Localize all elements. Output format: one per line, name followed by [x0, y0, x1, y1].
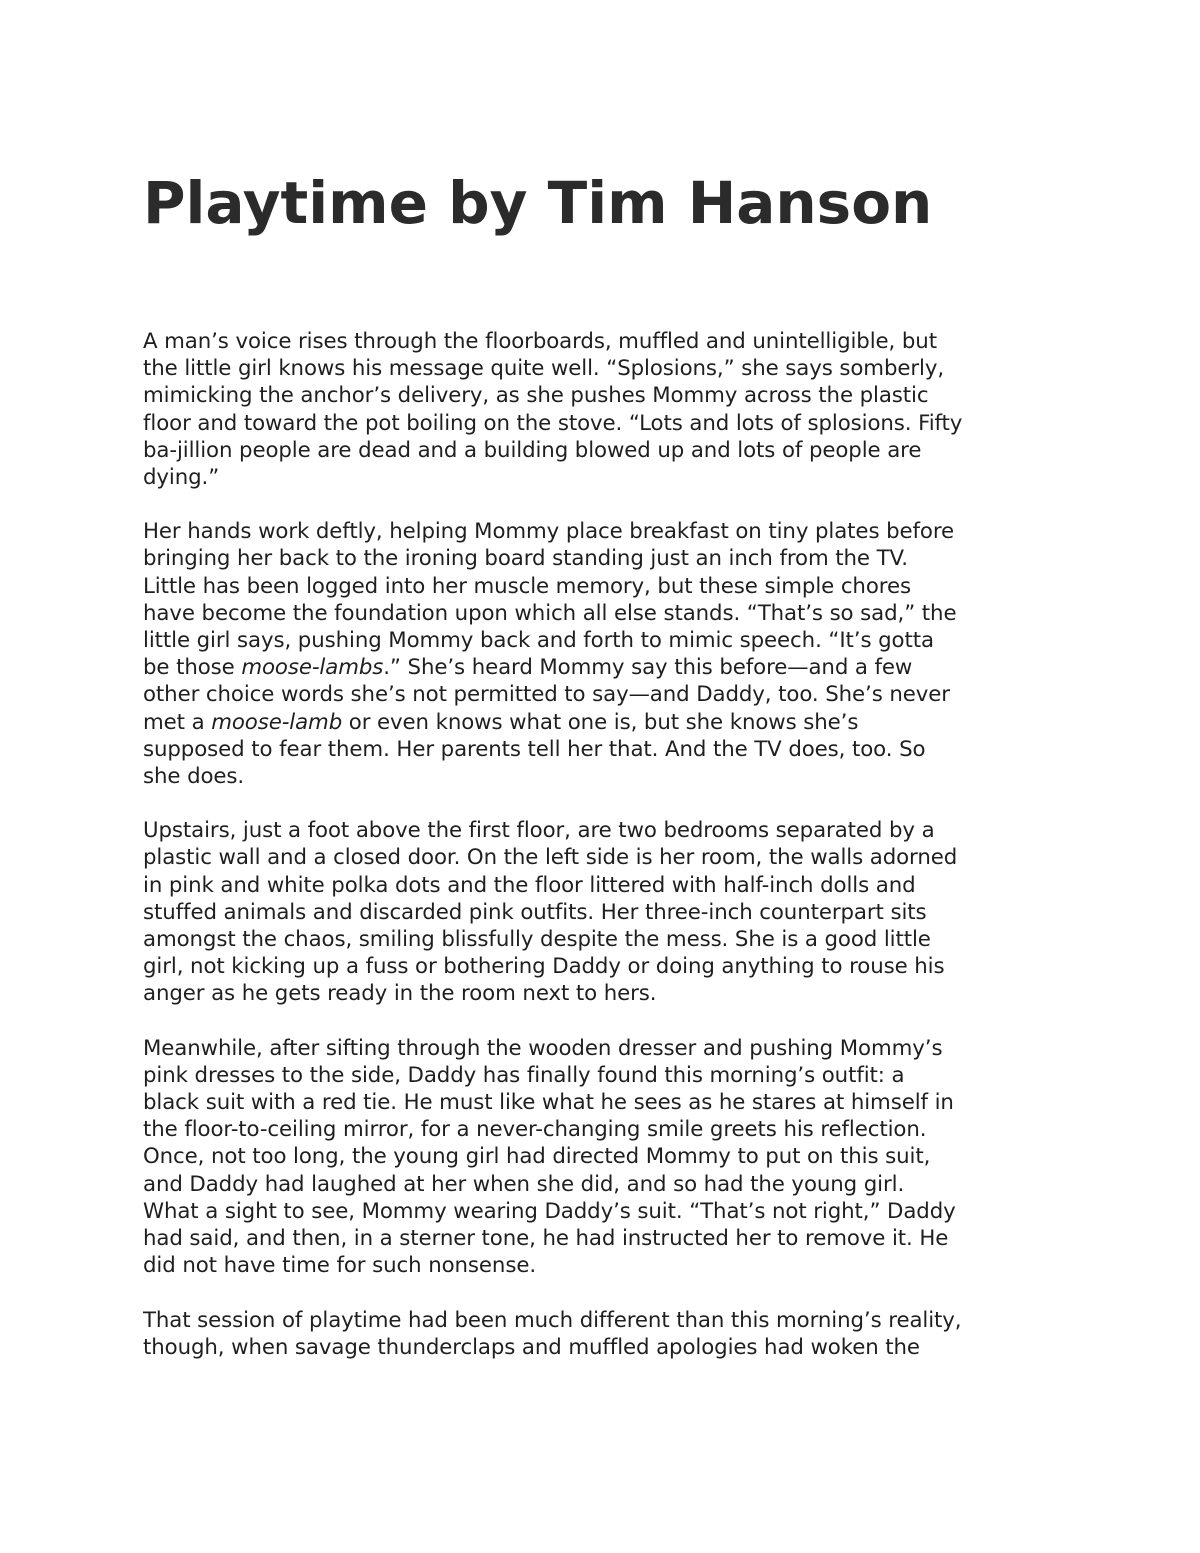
- paragraph-line: plastic wall and a closed door. On the left side is her room, the walls adorned: [143, 845, 958, 871]
- paragraph-line: bringing her back to the ironing board standing just an inch from the TV.: [143, 546, 908, 572]
- paragraph-line: [143, 654, 1068, 681]
- line-text: be those: [143, 655, 242, 681]
- paragraph-line: have become the foundation upon which all else stands. “That’s so sad,” the: [143, 600, 957, 626]
- line-text: or even knows what one is, but she knows she’s: [342, 709, 859, 735]
- paragraph-line: Upstairs, just a foot above the first floor, are two bedrooms separated by a: [143, 818, 935, 844]
- paragraph: [143, 328, 1068, 491]
- paragraph-line: did not have time for such nonsense.: [143, 1253, 536, 1279]
- paragraph-line: black suit with a red tie. He must like what he sees as he stares at himself in: [143, 1090, 954, 1116]
- paragraph: [143, 1307, 1068, 1361]
- paragraph-line: supposed to fear them. Her parents tell her that. And the TV does, too. So: [143, 736, 926, 762]
- document-body: [143, 328, 1068, 1388]
- paragraph: [143, 817, 1068, 1007]
- paragraph-line: floor and toward the pot boiling on the stove. “Lots and lots of splosions. Fifty: [143, 410, 963, 436]
- paragraph-line: and Daddy had laughed at her when she did, and so had the young girl.: [143, 1171, 905, 1197]
- paragraph-line: mimicking the anchor’s delivery, as she pushes Mommy across the plastic: [143, 383, 929, 409]
- paragraph-line: ba-jillion people are dead and a building blowed up and lots of people are: [143, 437, 922, 463]
- line-text: met a: [143, 709, 212, 735]
- line-text: .” She’s heard Mommy say this before—and a few: [383, 655, 913, 681]
- paragraph-line: Little has been logged into her muscle memory, but these simple chores: [143, 573, 911, 599]
- paragraph-line: had said, and then, in a sterner tone, he had instructed her to remove it. He: [143, 1226, 949, 1252]
- paragraph-line: in pink and white polka dots and the floor littered with half-inch dolls and: [143, 872, 916, 898]
- paragraph-line: though, when savage thunderclaps and muffled apologies had woken the: [143, 1334, 920, 1360]
- italic-term: moose-lamb: [211, 709, 343, 735]
- paragraph-line: anger as he gets ready in the room next to hers.: [143, 981, 657, 1007]
- paragraph-line: Meanwhile, after sifting through the wooden dresser and pushing Mommy’s: [143, 1035, 943, 1061]
- paragraph-line: other choice words she’s not permitted to say—and Daddy, too. She’s never: [143, 682, 950, 708]
- paragraph-line: pink dresses to the side, Daddy has finally found this morning’s outfit: a: [143, 1062, 905, 1088]
- paragraph-line: Once, not too long, the young girl had directed Mommy to put on this suit,: [143, 1144, 931, 1170]
- paragraph-line: amongst the chaos, smiling blissfully despite the mess. She is a good little: [143, 927, 931, 953]
- paragraph-line: That session of playtime had been much different than this morning’s reality,: [143, 1307, 962, 1333]
- paragraph-line: dying.”: [143, 465, 220, 491]
- paragraph: [143, 1035, 1068, 1280]
- paragraph-line: Her hands work deftly, helping Mommy place breakfast on tiny plates before: [143, 519, 955, 545]
- paragraph-line: the floor-to-ceiling mirror, for a never-changing smile greets his reflection.: [143, 1117, 927, 1143]
- paragraph-line: [143, 709, 1068, 736]
- document-title: Playtime by Tim Hanson: [143, 169, 933, 237]
- paragraph: [143, 518, 1068, 790]
- paragraph-line: she does.: [143, 764, 245, 790]
- paragraph-line: girl, not kicking up a fuss or bothering Daddy or doing anything to rouse his: [143, 954, 945, 980]
- paragraph-line: stuffed animals and discarded pink outfits. Her three-inch counterpart sits: [143, 899, 927, 925]
- paragraph-line: little girl says, pushing Mommy back and forth to mimic speech. “It’s gotta: [143, 628, 934, 654]
- paragraph-line: What a sight to see, Mommy wearing Daddy’s suit. “That’s not right,” Daddy: [143, 1198, 956, 1224]
- italic-term: moose-lambs: [241, 655, 384, 681]
- paragraph-line: A man’s voice rises through the floorboards, muffled and unintelligible, but: [143, 329, 937, 354]
- paragraph-line: the little girl knows his message quite well. “Splosions,” she says somberly,: [143, 356, 945, 382]
